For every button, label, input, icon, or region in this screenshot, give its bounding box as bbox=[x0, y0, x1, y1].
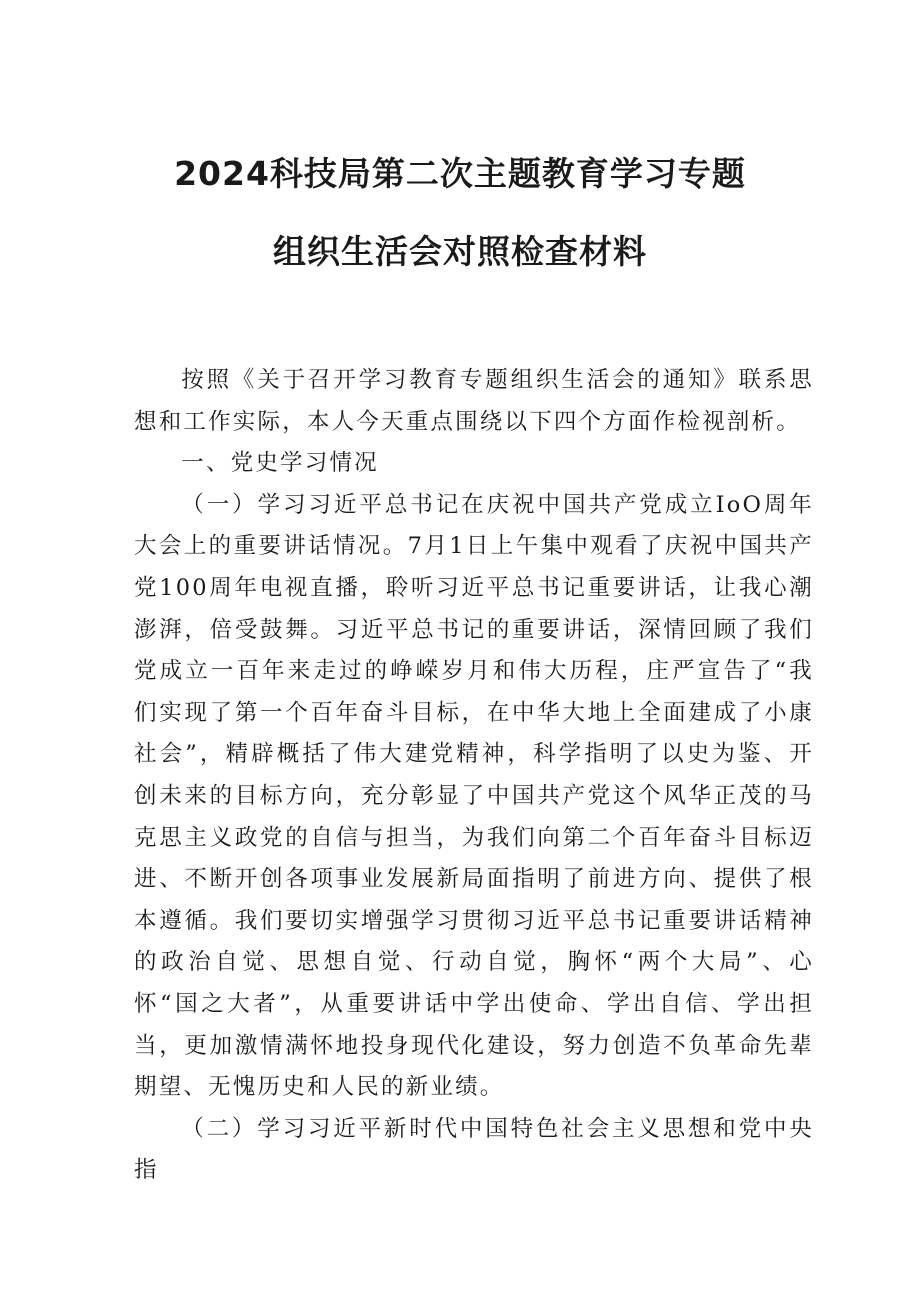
document-title-line-1: 2024科技局第二次主题教育学习专题 bbox=[174, 154, 746, 193]
intro-paragraph: 按照《关于召开学习教育专题组织生活会的通知》联系思想和工作实际，本人今天重点围绕以下四个方面作检视剖析。 bbox=[134, 367, 814, 435]
subsection-2-paragraph: （二）学习习近平新时代中国特色社会主义思想和党中央指 bbox=[134, 1115, 814, 1184]
section-heading-party-history: 一、党史学习情况 bbox=[181, 450, 379, 477]
document-body bbox=[134, 360, 814, 1192]
subsection-1-paragraph: （一）学习习近平总书记在庆祝中国共产党成立IoO周年大会上的重要讲话情况。7月1日上午集中观看了庆祝中国共产党100周年电视直播，聆听习近平总书记重要讲话，让我心潮澎湃，倍受鼓舞。习近平总书记的重要讲话，深情回顾了我们党成立一百年来走过的峥嵘岁月和伟大历程，庄严宣告了“我们实现了第一个百年奋斗目标，在中华大地上全面建成了小康社会”，精辟概括了伟大建党精神，科学指明了以史为鉴、开创未来的目标方向，充分彰显了中国共产党这个风华正茂的马克思主义政党的自信与担当，为我们向第二个百年奋斗目标迈进、不断开创各项事业发展新局面指明了前进方向、提供了根本遵循。我们要切实增强学习贯彻习近平总书记重要讲话精神的政治自觉、思想自觉、行动自觉，胸怀“两个大局”、心怀“国之大者”，从重要讲话中学出使命、学出自信、学出担当，更加激情满怀地投身现代化建设，努力创造不负革命先辈期望、无愧历史和人民的新业绩。 bbox=[134, 491, 814, 1101]
document-title-line-2: 组织生活会对照检查材料 bbox=[273, 232, 647, 271]
